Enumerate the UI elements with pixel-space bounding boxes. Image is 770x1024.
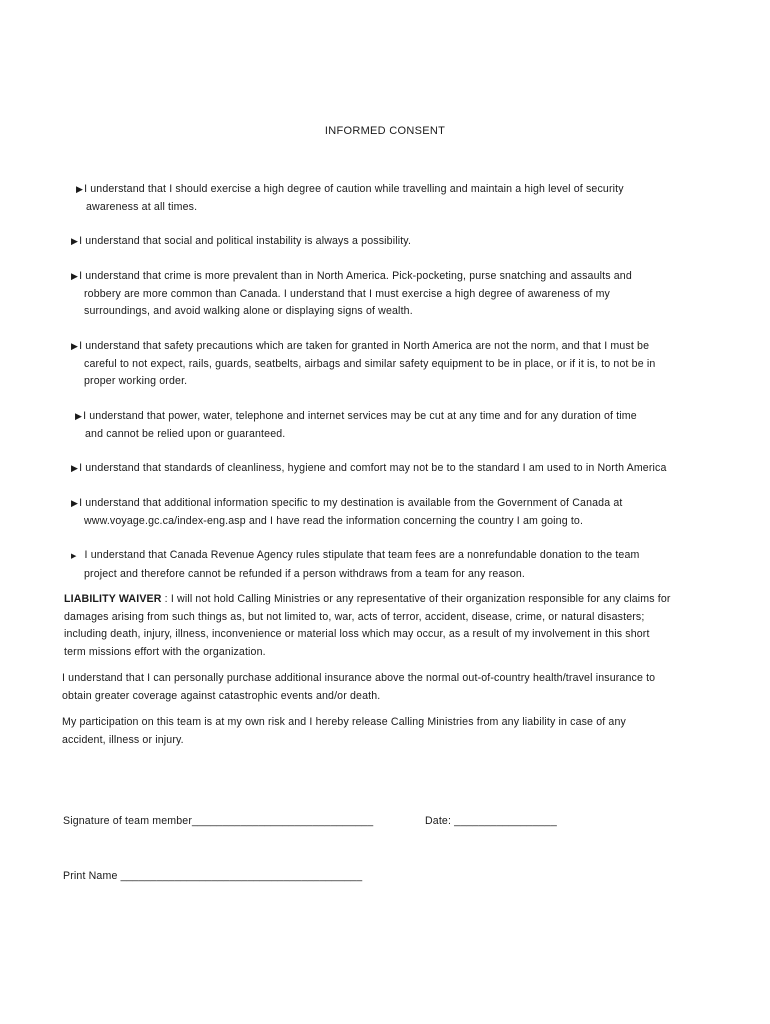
date-field[interactable]: Date: _________________: [425, 815, 557, 827]
item-text-line: I understand that social and political instability is always a possibility.: [79, 235, 412, 247]
bullet-arrow-icon: ▶: [71, 271, 79, 281]
item-text-line: I understand that crime is more prevalent than in North America. Pick-pocketing, purse snatching and assaults and: [79, 270, 632, 282]
waiver-text-line: damages arising from such things as, but not limited to, war, acts of terror, accident, disease, crime, or natural disasters;: [64, 610, 645, 623]
liability-waiver: [64, 591, 724, 661]
insurance-text-line: obtain greater coverage against catastrophic events and/or death.: [62, 689, 381, 702]
print-name-field[interactable]: Print Name ________________________________________: [63, 870, 363, 882]
bullet-arrow-icon: ▶: [71, 498, 79, 508]
waiver-text-line: including death, injury, illness, inconvenience or material loss which may occur, as a result of my involvement in this short: [64, 628, 650, 640]
waiver-text-line: term missions effort with the organization.: [64, 645, 266, 658]
item-text-line: awareness at all times.: [86, 200, 198, 213]
insurance-text-line: I understand that I can personally purchase additional insurance above the normal out-of-country health/travel insurance to: [62, 672, 656, 684]
bullet-arrow-icon: ▶: [75, 411, 83, 421]
consent-item-7: [71, 495, 736, 530]
item-text-line: I understand that power, water, telephone and internet services may be cut at any time and for any duration of time: [83, 410, 637, 422]
item-text-line: careful to not expect, rails, guards, seatbelts, airbags and similar safety equipment to be in place, or if it is, to not be in: [84, 357, 656, 370]
consent-item-8: [71, 547, 736, 583]
item-text-line: I understand that additional information specific to my destination is available from the Government of Canada at: [79, 497, 623, 509]
participation-text-line: accident, illness or injury.: [62, 733, 184, 746]
participation-text-line: My participation on this team is at my own risk and I hereby release Calling Ministries from any liability in case of any: [62, 716, 626, 728]
item-text-line: I understand that Canada Revenue Agency rules stipulate that team fees are a nonrefundable donation to the team: [84, 549, 640, 561]
consent-item-6: [71, 460, 761, 478]
participation-paragraph: [62, 714, 722, 749]
consent-item-5: [75, 408, 740, 443]
waiver-text-line: : I will not hold Calling Ministries or any representative of their organization responsible for any claims for: [161, 593, 671, 605]
insurance-paragraph: [62, 670, 722, 705]
item-text-line: surroundings, and avoid walking alone or displaying signs of wealth.: [84, 305, 413, 317]
consent-item-4: [71, 338, 751, 391]
item-text-line: www.voyage.gc.ca/index-eng.asp and I have read the information concerning the country I am going to.: [84, 514, 584, 527]
item-text-line: robbery are more common than Canada. I understand that I must exercise a high degree of awareness of my: [84, 287, 610, 300]
item-text-line: I understand that I should exercise a high degree of caution while travelling and maintain a high level of security: [84, 183, 624, 195]
item-text-line: I understand that standards of cleanliness, hygiene and comfort may not be to the standard I am used to in North America: [79, 462, 667, 474]
consent-item-3: [71, 268, 736, 321]
consent-item-2: [71, 233, 736, 251]
signature-field[interactable]: Signature of team member______________________________: [63, 815, 374, 827]
bullet-arrow-icon: ▶: [71, 553, 77, 560]
waiver-label: LIABILITY WAIVER: [64, 593, 162, 605]
bullet-arrow-icon: ▶: [71, 341, 79, 351]
bullet-arrow-icon: ▶: [76, 184, 84, 194]
item-text-line: proper working order.: [84, 375, 188, 387]
bullet-arrow-icon: ▶: [71, 236, 79, 246]
item-text-line: project and therefore cannot be refunded if a person withdraws from a team for any reason.: [84, 567, 526, 580]
document-title: INFORMED CONSENT: [324, 125, 446, 137]
item-text-line: I understand that safety precautions which are taken for granted in North America are not the norm, and that I must be: [79, 340, 650, 352]
item-text-line: and cannot be relied upon or guaranteed.: [85, 427, 286, 440]
bullet-arrow-icon: ▶: [71, 463, 79, 473]
consent-item-1: [76, 181, 736, 216]
